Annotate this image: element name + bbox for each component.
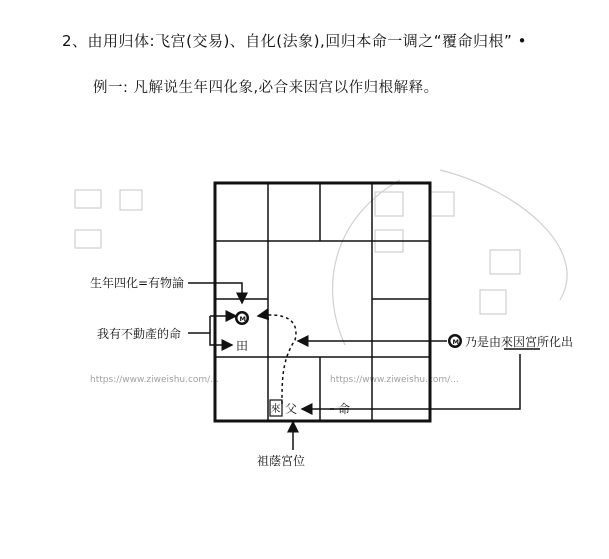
label-lai: 來 bbox=[270, 404, 281, 415]
label-birth-year-sihua: 生年四化=有物論 bbox=[90, 276, 185, 290]
palace-grid-frame bbox=[215, 183, 430, 421]
label-lai-yin-note: 乃是由來因宮所化出 bbox=[465, 335, 574, 349]
svg-text:M: M bbox=[239, 315, 246, 323]
label-life-palace: 命 bbox=[338, 402, 351, 416]
section-heading: 2、由用归体:飞宫(交易)、自化(法象),回归本命一调之“覆命归根” • bbox=[62, 32, 527, 50]
label-real-estate-life: 我有不動產的命 bbox=[97, 327, 182, 341]
m-circle-icon bbox=[235, 311, 249, 325]
label-ancestral-palace: 祖蔭宮位 bbox=[257, 454, 306, 468]
svg-text:M: M bbox=[452, 338, 459, 346]
scan-watermark bbox=[75, 170, 567, 345]
label-field-palace: 田 bbox=[236, 339, 249, 353]
palace-diagram bbox=[0, 150, 609, 480]
watermark-url: https://www.ziweishu.com/... bbox=[90, 375, 219, 385]
label-father-palace: 父 bbox=[285, 402, 298, 416]
watermark-url-2: https://www.ziweishu.com/... bbox=[330, 375, 459, 385]
example-text: 例一: 凡解说生年四化象,必合来因宫以作归根解释。 bbox=[93, 80, 439, 96]
m-circle-icon-right bbox=[448, 334, 462, 348]
